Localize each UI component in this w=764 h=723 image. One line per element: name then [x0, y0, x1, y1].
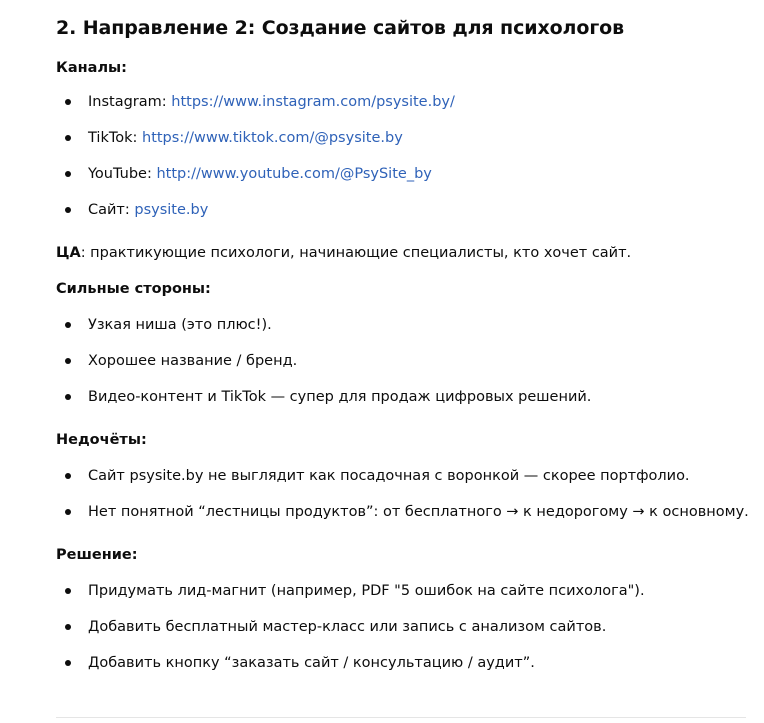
bullet-icon: [65, 509, 71, 515]
youtube-link[interactable]: http://www.youtube.com/@PsySite_by: [156, 166, 432, 182]
bullet-icon: [65, 135, 71, 141]
bullet-icon: [65, 660, 71, 666]
list-item: [56, 128, 746, 148]
list-item: [56, 581, 746, 601]
weakness-text: Нет понятной “лестницы продуктов”: от бесплатного → к недорогому → к основному.: [88, 504, 749, 520]
instagram-link[interactable]: https://www.instagram.com/psysite.by/: [171, 94, 455, 110]
list-item: [56, 387, 746, 407]
bullet-icon: [65, 624, 71, 630]
section-heading: 2. Направление 2: Создание сайтов для психологов: [56, 17, 625, 39]
solution-list: [56, 581, 746, 673]
channel-label: Instagram:: [88, 94, 167, 110]
list-item: [56, 164, 746, 184]
strengths-title: Сильные стороны:: [56, 281, 211, 297]
document-body: [56, 14, 749, 673]
channel-label: Сайт:: [88, 202, 130, 218]
tiktok-link[interactable]: https://www.tiktok.com/@psysite.by: [142, 130, 403, 146]
bullet-icon: [65, 99, 71, 105]
list-item: [56, 315, 746, 335]
list-item: [56, 617, 746, 637]
audience-paragraph: [56, 243, 746, 263]
bullet-icon: [65, 322, 71, 328]
strength-text: Видео-контент и TikTok — супер для продаж цифровых решений.: [88, 389, 592, 405]
bullet-icon: [65, 171, 71, 177]
bullet-icon: [65, 473, 71, 479]
bullet-icon: [65, 207, 71, 213]
bullet-icon: [65, 358, 71, 364]
list-item: [56, 653, 746, 673]
list-item: [56, 351, 746, 371]
solution-text: Придумать лид-магнит (например, PDF "5 ошибок на сайте психолога").: [88, 583, 645, 599]
weaknesses-title: Недочёты:: [56, 432, 147, 448]
list-item: [56, 200, 746, 220]
channel-label: YouTube:: [88, 166, 152, 182]
weaknesses-list: [56, 466, 749, 522]
solution-text: Добавить бесплатный мастер-класс или запись с анализом сайтов.: [88, 619, 607, 635]
list-item: [56, 466, 746, 486]
weakness-text: Сайт psysite.by не выглядит как посадочная с воронкой — скорее портфолио.: [88, 468, 690, 484]
channel-label: TikTok:: [88, 130, 138, 146]
website-link[interactable]: psysite.by: [134, 202, 209, 218]
audience-text: : практикующие психологи, начинающие специалисты, кто хочет сайт.: [80, 245, 632, 261]
strengths-list: [56, 315, 746, 407]
strength-text: Узкая ниша (это плюс!).: [88, 317, 272, 333]
divider: [56, 717, 746, 718]
channels-list: [56, 92, 746, 220]
bullet-icon: [65, 394, 71, 400]
strength-text: Хорошее название / бренд.: [88, 353, 298, 369]
audience-label: ЦА: [56, 245, 81, 261]
channels-title: Каналы:: [56, 60, 127, 76]
list-item: [56, 502, 749, 522]
solution-title: Решение:: [56, 547, 138, 563]
bullet-icon: [65, 588, 71, 594]
solution-text: Добавить кнопку “заказать сайт / консультацию / аудит”.: [88, 655, 535, 671]
list-item: [56, 92, 746, 112]
